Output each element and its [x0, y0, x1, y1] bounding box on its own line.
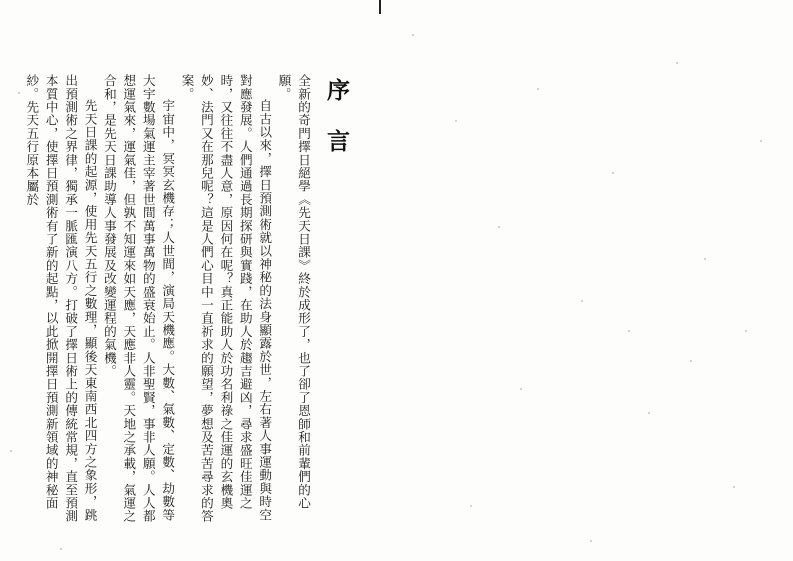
- scan-speckle: [537, 88, 539, 90]
- scan-speckle: [676, 62, 678, 64]
- scan-speckle: [628, 330, 630, 332]
- scan-speckle: [10, 450, 12, 452]
- scan-speckle: [733, 486, 735, 488]
- scan-speckle: [18, 92, 20, 94]
- scan-speckle: [470, 505, 472, 507]
- scan-speckle: [455, 120, 457, 122]
- scan-speckle: [612, 172, 614, 174]
- scan-speckle: [581, 300, 583, 302]
- scan-speckle: [498, 226, 500, 228]
- page-title: 序言: [323, 78, 350, 180]
- scan-speckle: [590, 540, 592, 542]
- scan-speckle: [520, 388, 522, 390]
- scan-speckle: [704, 258, 706, 260]
- scan-speckle: [745, 330, 747, 332]
- body-text: [22, 74, 313, 534]
- paragraph-1: 全新的奇門擇日絕學《先天日課》終於成形了，也了卻了恩師和前輩們的心願。: [276, 74, 311, 510]
- scan-speckle: [412, 34, 414, 36]
- scan-speckle: [760, 140, 762, 142]
- scan-speckle: [60, 548, 62, 550]
- paragraph-2: 自古以來，擇日預測術就以神秘的法身顯露於世，左右著人事運動與時空對應發展。人們通過長期探研與實踐，在助人於趨吉避凶，尋求盛旺佳運之時，又往往不盡人意，原因何在呢？真正能助人於功名利祿之佳運的玄機奧妙、法門又在那兒呢？這是人們心目中一直祈求的願望，夢想及苦苦尋求的答案。: [179, 74, 273, 523]
- scan-speckle: [690, 360, 692, 362]
- scan-mark: [379, 0, 381, 14]
- paragraph-3: 宇宙中，冥冥玄機存；人世間，演局天機應。大數、氣數、定數、劫數等大宇數場氣運主宰著世間萬事萬物的盛衰始止。人非聖賢，事非人願。人人都想運氣來，運氣佳，但孰不知運來如天應，天應非人靈。天地之承載，氣運之合和，是先天日課助導人事發展及改變運程的氣機。: [101, 74, 176, 523]
- scan-speckle: [648, 412, 650, 414]
- paragraph-4: 先天日課的起源，使用先天五行之數理，顯後天東南西北四方之象形，跳出預測術之界律，獨承一脈匯演八方。打破了擇日術上的傳統常規，直至預測本質中心，使擇日預測術有了新的起點，以此掀開擇日預測新領域的神秘面紗。先天五行原本屬於: [24, 74, 98, 523]
